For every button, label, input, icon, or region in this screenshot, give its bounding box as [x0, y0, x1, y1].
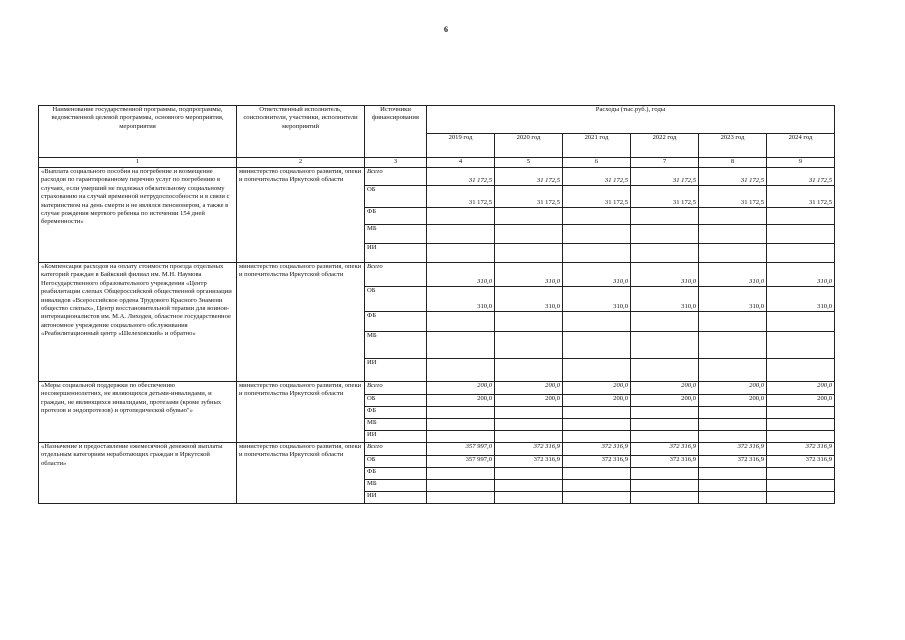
expense-value: [699, 312, 767, 332]
expense-value: 310,0: [427, 287, 495, 312]
header-year: 2019 год: [427, 134, 495, 158]
expense-value: [767, 332, 835, 359]
header-name: Наименование государственной программы, подпрограммы, ведомственной целевой программы, основного мероприятия, мероприятия: [39, 106, 237, 158]
funding-source: ОБ: [365, 456, 427, 468]
funding-source: ОБ: [365, 395, 427, 407]
expense-value: [563, 431, 631, 443]
expense-value: 31 172,5: [631, 186, 699, 208]
expense-value: 372 316,9: [767, 443, 835, 456]
expense-value: [427, 332, 495, 359]
expense-value: [699, 492, 767, 504]
expense-value: [631, 359, 699, 382]
expense-value: [427, 431, 495, 443]
expense-value: 372 316,9: [495, 456, 563, 468]
expense-value: 200,0: [699, 382, 767, 395]
expense-value: [563, 225, 631, 244]
table-row: [39, 382, 835, 395]
expense-value: [495, 244, 563, 263]
expense-value: [495, 492, 563, 504]
measure-name: «Компенсация расходов на оплату стоимости проезда отдельных категорий граждан в Байкский филиал им. М.Н. Наумова Негосударственного образовательного учреждения «Центр реабилитации слепых Общероссийской общественной организации инвалидов «Всероссийское ордена Трудового Красного Знамени общество слепых», Центр восстановительной терапии для воинов-интернационалистов им. М.А. Лиходея, областное государственное автономное учреждение социального обслуживания «Реабилитационный центр «Шелеховский» и обратно»: [39, 263, 237, 382]
expense-value: [495, 312, 563, 332]
expense-value: 310,0: [767, 263, 835, 287]
expense-value: 372 316,9: [699, 456, 767, 468]
expense-value: [767, 480, 835, 492]
expense-value: [767, 312, 835, 332]
measure-executor: министерство социального развития, опеки и попечительства Иркутской области: [237, 263, 365, 382]
expense-value: 31 172,5: [699, 168, 767, 186]
expense-value: 200,0: [495, 395, 563, 407]
expense-value: [699, 359, 767, 382]
funding-source: МБ: [365, 332, 427, 359]
expense-value: 310,0: [631, 287, 699, 312]
expense-value: [563, 244, 631, 263]
expense-value: [563, 468, 631, 480]
expense-value: [631, 312, 699, 332]
expense-value: 200,0: [427, 395, 495, 407]
expense-value: [631, 332, 699, 359]
header-year: 2020 год: [495, 134, 563, 158]
header-year: 2024 год: [767, 134, 835, 158]
expense-value: 31 172,5: [427, 168, 495, 186]
funding-source: Всего: [365, 263, 427, 287]
expense-value: [495, 407, 563, 419]
funding-source: ИИ: [365, 244, 427, 263]
expense-value: [563, 492, 631, 504]
column-number: 9: [767, 158, 835, 168]
funding-source: ИИ: [365, 431, 427, 443]
measure-executor: министерство социального развития, опеки и попечительства Иркутской области: [237, 443, 365, 504]
expense-value: [631, 480, 699, 492]
expense-value: [427, 359, 495, 382]
expense-value: 200,0: [767, 382, 835, 395]
header-year: 2022 год: [631, 134, 699, 158]
measure-name: «Выплата социального пособия на погребение и возмещение расходов по гарантированному перечню услуг по погребению в случаях, если умерший не подлежал обязательному социальному страхованию на случай временной нетрудоспособности и в связи с материнством на день смерти и не являлся пенсионером, а также в случае рождения мертвого ребенка по истечении 154 дней беременности»: [39, 168, 237, 263]
expense-value: 310,0: [631, 263, 699, 287]
expense-value: [631, 492, 699, 504]
expense-value: [767, 225, 835, 244]
budget-table: [38, 105, 835, 504]
expense-value: 372 316,9: [699, 443, 767, 456]
table-row: [39, 443, 835, 456]
expense-value: [631, 244, 699, 263]
expense-value: 357 997,0: [427, 443, 495, 456]
expense-value: 372 316,9: [631, 456, 699, 468]
page-number: 6: [444, 25, 448, 34]
header-year: 2021 год: [563, 134, 631, 158]
expense-value: 310,0: [495, 287, 563, 312]
expense-value: 372 316,9: [563, 456, 631, 468]
expense-value: [631, 208, 699, 225]
funding-source: Всего: [365, 443, 427, 456]
expense-value: [767, 492, 835, 504]
expense-value: 31 172,5: [563, 186, 631, 208]
expense-value: [427, 225, 495, 244]
expense-value: 310,0: [699, 263, 767, 287]
expense-value: [699, 419, 767, 431]
expense-value: [767, 407, 835, 419]
expense-value: 31 172,5: [699, 186, 767, 208]
expense-value: [699, 480, 767, 492]
expense-value: 310,0: [563, 263, 631, 287]
funding-source: ИИ: [365, 359, 427, 382]
expense-value: [495, 225, 563, 244]
table-row: [39, 168, 835, 186]
expense-value: 200,0: [563, 395, 631, 407]
expense-value: 357 997,0: [427, 456, 495, 468]
expense-value: [427, 312, 495, 332]
measure-executor: министерство социального развития, опеки и попечительства Иркутской области: [237, 168, 365, 263]
expense-value: [427, 480, 495, 492]
measure-name: «Меры социальной поддержки по обеспечению несовершеннолетних, не являющихся детьми-инвалидами, и граждан, не являющихся инвалидами, протезами (кроме зубных протезов и эндопротезов) и ортопедической обувью"»: [39, 382, 237, 443]
funding-source: МБ: [365, 225, 427, 244]
expense-value: [563, 312, 631, 332]
expense-value: [427, 419, 495, 431]
expense-value: 31 172,5: [427, 186, 495, 208]
expense-value: [495, 332, 563, 359]
expense-value: [767, 359, 835, 382]
expense-value: [699, 407, 767, 419]
expense-value: 31 172,5: [631, 168, 699, 186]
expense-value: 310,0: [563, 287, 631, 312]
funding-source: ФБ: [365, 407, 427, 419]
expense-value: [631, 431, 699, 443]
expense-value: 31 172,5: [495, 186, 563, 208]
expense-value: [699, 431, 767, 443]
expense-value: [427, 244, 495, 263]
expense-value: [427, 492, 495, 504]
funding-source: ОБ: [365, 186, 427, 208]
expense-value: [495, 431, 563, 443]
expense-value: 372 316,9: [631, 443, 699, 456]
column-number: 8: [699, 158, 767, 168]
expense-value: [495, 208, 563, 225]
funding-source: ФБ: [365, 468, 427, 480]
expense-value: 31 172,5: [563, 168, 631, 186]
expense-value: 310,0: [767, 287, 835, 312]
measure-executor: министерство социального развития, опеки и попечительства Иркутской области: [237, 382, 365, 443]
header-source: Источники финансирования: [365, 106, 427, 158]
expense-value: [495, 419, 563, 431]
expense-value: [427, 468, 495, 480]
expense-value: [495, 468, 563, 480]
funding-source: ФБ: [365, 208, 427, 225]
funding-source: ФБ: [365, 312, 427, 332]
funding-source: ИИ: [365, 492, 427, 504]
header-expenses: Расходы (тыс.руб.), годы: [427, 106, 835, 134]
expense-value: 200,0: [563, 382, 631, 395]
expense-value: 31 172,5: [767, 168, 835, 186]
measure-name: «Назначение и предоставление ежемесячной денежной выплаты отдельным категориям неработающих граждан в Иркутской области»: [39, 443, 237, 504]
expense-value: 200,0: [699, 395, 767, 407]
expense-value: [495, 480, 563, 492]
expense-value: 31 172,5: [495, 168, 563, 186]
expense-value: [563, 208, 631, 225]
expense-value: 310,0: [427, 263, 495, 287]
expense-value: 372 316,9: [767, 456, 835, 468]
funding-source: Всего: [365, 382, 427, 395]
expense-value: 372 316,9: [563, 443, 631, 456]
funding-source: Всего: [365, 168, 427, 186]
expense-value: [767, 244, 835, 263]
expense-value: [631, 419, 699, 431]
expense-value: [563, 480, 631, 492]
column-number: 7: [631, 158, 699, 168]
column-number: 2: [237, 158, 365, 168]
expense-value: [631, 225, 699, 244]
column-number: 3: [365, 158, 427, 168]
column-number: 6: [563, 158, 631, 168]
expense-value: [699, 244, 767, 263]
expense-value: 372 316,9: [495, 443, 563, 456]
expense-value: [563, 407, 631, 419]
funding-source: ОБ: [365, 287, 427, 312]
column-number: 4: [427, 158, 495, 168]
expense-value: [427, 407, 495, 419]
column-number: 5: [495, 158, 563, 168]
expense-value: 200,0: [631, 395, 699, 407]
header-executor: Ответственный исполнитель, соисполнители, участники, исполнители мероприятий: [237, 106, 365, 158]
expense-value: [699, 208, 767, 225]
expense-value: [563, 419, 631, 431]
expense-value: 200,0: [427, 382, 495, 395]
expense-value: [563, 332, 631, 359]
expense-value: 310,0: [699, 287, 767, 312]
expense-value: [767, 431, 835, 443]
expense-value: 200,0: [631, 382, 699, 395]
expense-value: 310,0: [495, 263, 563, 287]
expense-value: [427, 208, 495, 225]
header-year: 2023 год: [699, 134, 767, 158]
column-number: 1: [39, 158, 237, 168]
expense-value: 200,0: [495, 382, 563, 395]
expense-value: [699, 468, 767, 480]
expense-value: [699, 332, 767, 359]
table-row: [39, 263, 835, 287]
expense-value: [767, 468, 835, 480]
expense-value: [563, 359, 631, 382]
expense-value: [631, 468, 699, 480]
expense-value: [699, 225, 767, 244]
funding-source: МБ: [365, 419, 427, 431]
expense-value: [767, 208, 835, 225]
expense-value: 200,0: [767, 395, 835, 407]
expense-value: [767, 419, 835, 431]
expense-value: [631, 407, 699, 419]
expense-value: 31 172,5: [767, 186, 835, 208]
funding-source: МБ: [365, 480, 427, 492]
expense-value: [495, 359, 563, 382]
